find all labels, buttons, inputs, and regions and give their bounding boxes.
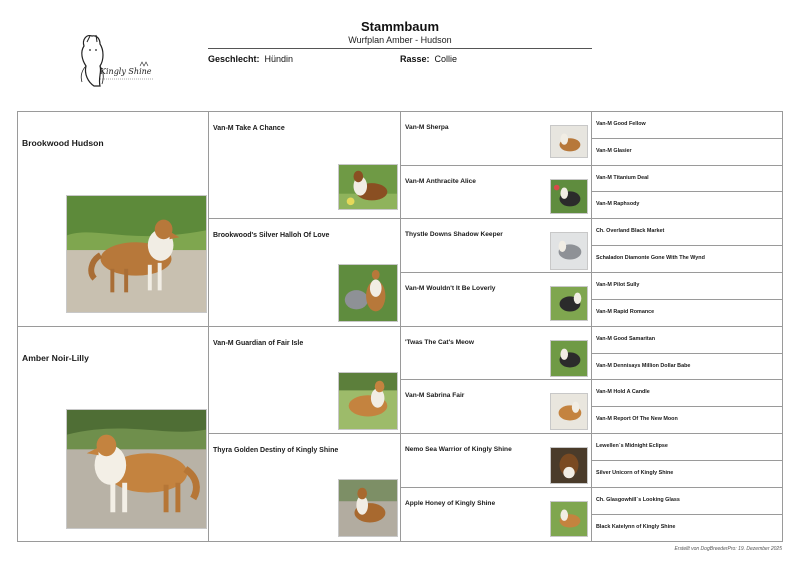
- ancestor-cell: [592, 434, 783, 461]
- dog-photo: [550, 501, 588, 537]
- dog-name: Van-M Wouldn't It Be Loverly: [405, 285, 496, 292]
- dog-name: Van-M Dennisays Million Dollar Babe: [596, 363, 691, 369]
- dog-name: Amber Noir-Lilly: [22, 353, 89, 363]
- header-divider: [208, 48, 592, 49]
- breed-value: Collie: [434, 54, 458, 64]
- dog-photo: [66, 195, 207, 313]
- ancestor-cell: [592, 246, 783, 273]
- great-grandparent-cell: [401, 434, 592, 488]
- dog-name: Van-M Rapid Romance: [596, 309, 655, 315]
- dog-name: Van-M Good Fellow: [596, 121, 646, 127]
- great-grandparent-cell: [401, 219, 592, 273]
- dog-name: Brookwood Hudson: [22, 138, 104, 148]
- dog-name: Van-M Glasier: [596, 148, 632, 154]
- ancestor-cell: [592, 219, 783, 246]
- dog-name: Nemo Sea Warrior of Kingly Shine: [405, 446, 512, 453]
- ancestor-cell: [592, 112, 783, 139]
- dog-name: 'Twas The Cat's Meow: [405, 339, 474, 346]
- gender-label: Geschlecht:: [208, 54, 260, 64]
- dog-name: Van-M Titanium Deal: [596, 175, 649, 181]
- page-subtitle: Wurfplan Amber - Hudson: [348, 35, 452, 45]
- dog-name: Brookwood's Silver Halloh Of Love: [213, 232, 330, 239]
- great-grandparent-cell: [401, 166, 592, 219]
- ancestor-cell: [592, 327, 783, 354]
- pedigree-table: [17, 111, 783, 542]
- breed-label: Rasse:: [400, 54, 430, 64]
- dog-name: Van-M Report Of The New Moon: [596, 416, 678, 422]
- ancestor-cell: [592, 488, 783, 515]
- parent-cell-sire: [18, 112, 209, 327]
- ancestor-cell: [592, 407, 783, 434]
- page-title: Stammbaum: [360, 19, 440, 34]
- dog-name: Van-M Take A Chance: [213, 125, 285, 132]
- ancestor-cell: [592, 300, 783, 327]
- dog-photo: [550, 447, 588, 484]
- ancestor-cell: [592, 139, 783, 166]
- kennel-logo: [70, 30, 160, 92]
- great-grandparent-cell: [401, 488, 592, 542]
- dog-name: Apple Honey of Kingly Shine: [405, 500, 496, 507]
- great-grandparent-cell: [401, 380, 592, 434]
- ancestor-cell: [592, 515, 783, 542]
- dog-name: Van-M Raphsody: [596, 201, 640, 207]
- dog-photo: [338, 479, 398, 537]
- great-grandparent-cell: [401, 327, 592, 380]
- dog-name: Van-M Pilot Sully: [596, 282, 640, 288]
- ancestor-cell: [592, 461, 783, 488]
- svg-text:Kingly Shine: Kingly Shine: [100, 67, 152, 76]
- parent-cell-dam: [18, 327, 209, 542]
- dog-photo: [550, 179, 588, 214]
- dog-photo: [338, 164, 398, 210]
- dog-name: Ch. Overland Black Market: [596, 228, 665, 234]
- great-grandparent-cell: [401, 273, 592, 327]
- collie-head-icon: [82, 36, 103, 86]
- dog-name: Ch. Glasgowhill´s Looking Glass: [596, 497, 680, 503]
- grandparent-cell: [209, 112, 401, 219]
- ancestor-cell: [592, 380, 783, 407]
- dog-photo: [550, 340, 588, 377]
- gender-field: [208, 54, 293, 64]
- dog-photo: [550, 286, 588, 321]
- dog-name: Van-M Guardian of Fair Isle: [213, 340, 304, 347]
- dog-name: Black Katelynn of Kingly Shine: [596, 524, 676, 530]
- dog-name: Van-M Sherpa: [405, 124, 449, 131]
- dog-photo: [550, 393, 588, 430]
- dog-photo: [338, 372, 398, 430]
- ancestor-cell: [592, 273, 783, 300]
- dog-name: Van-M Hold A Candle: [596, 389, 650, 395]
- ancestor-cell: [592, 354, 783, 380]
- dog-photo: [338, 264, 398, 322]
- dog-photo: [550, 125, 588, 158]
- dog-name: Van-M Good Samaritan: [596, 336, 656, 342]
- breed-field: [400, 54, 457, 64]
- dog-name: Van-M Anthracite Alice: [405, 178, 476, 185]
- dog-name: Thyra Golden Destiny of Kingly Shine: [213, 447, 339, 454]
- grandparent-cell: [209, 219, 401, 327]
- ancestor-cell: [592, 192, 783, 219]
- grandparent-cell: [209, 327, 401, 434]
- dog-name: Schaladon Diamonte Gone With The Wynd: [596, 255, 705, 261]
- dog-name: Lewellen´s Midnight Eclipse: [596, 443, 668, 449]
- dog-name: Thystle Downs Shadow Keeper: [405, 231, 503, 238]
- great-grandparent-cell: [401, 112, 592, 166]
- dog-photo: [66, 409, 207, 529]
- grandparent-cell: [209, 434, 401, 542]
- gender-value: Hündin: [264, 54, 294, 64]
- footer-credit: Erstellt von DogBreederPro: 19. Dezember 2025: [674, 546, 782, 552]
- dog-name: Van-M Sabrina Fair: [405, 392, 465, 399]
- dog-photo: [550, 232, 588, 270]
- ancestor-cell: [592, 166, 783, 192]
- dog-name: Silver Unicorn of Kingly Shine: [596, 470, 674, 476]
